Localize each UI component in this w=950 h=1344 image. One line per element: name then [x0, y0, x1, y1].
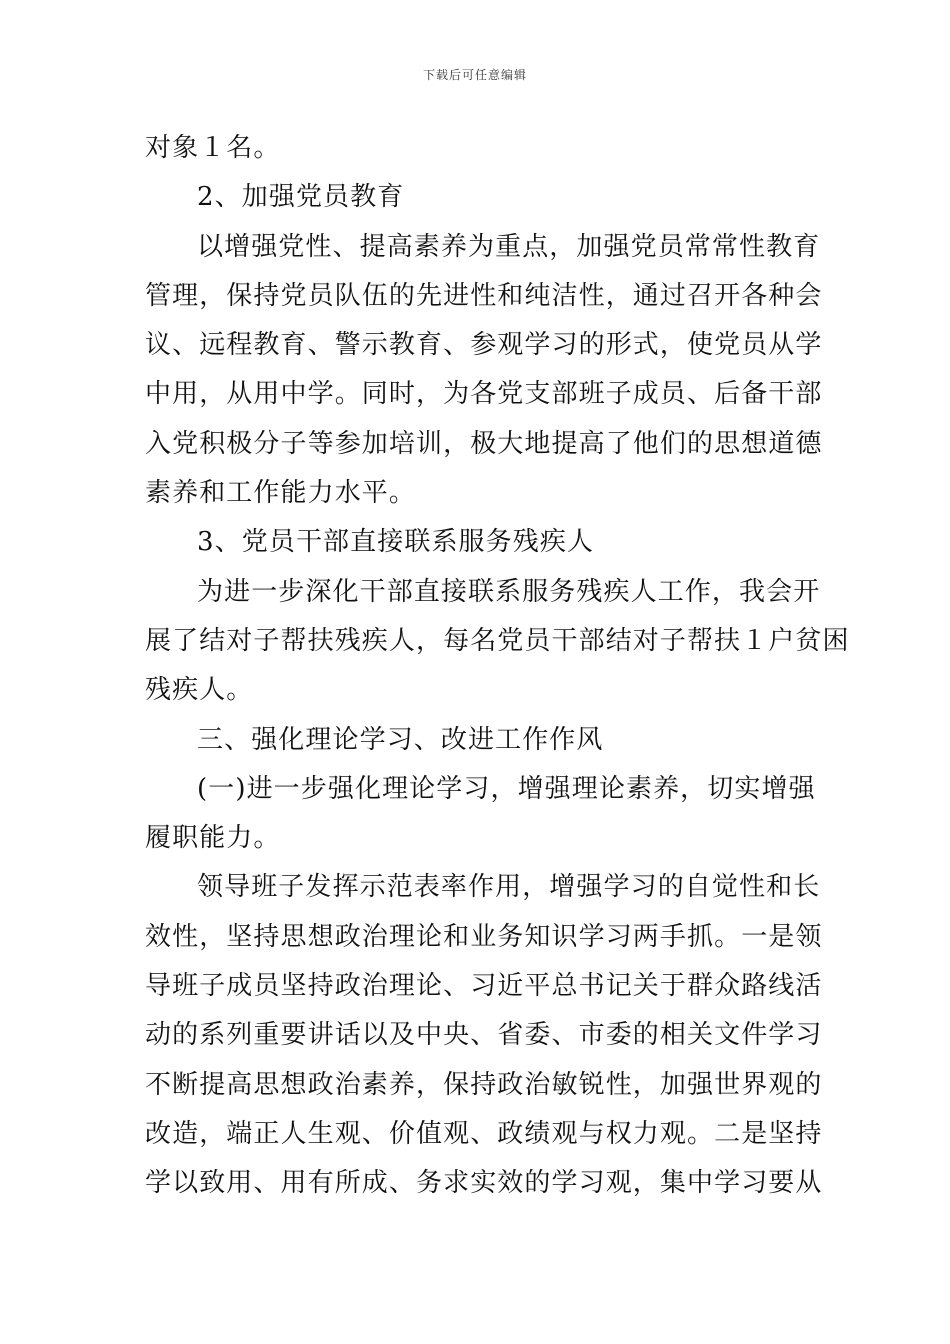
text-line: 效性，坚持思想政治理论和业务知识学习两手抓。一是领 — [145, 921, 823, 952]
text-line: 导班子成员坚持政治理论、习近平总书记关于群众路线活 — [145, 971, 823, 1002]
text-line: 为进一步深化干部直接联系服务残疾人工作，我会开 — [197, 576, 821, 607]
text-line: 不断提高思想政治素养，保持政治敏锐性，加强世界观的 — [145, 1069, 823, 1100]
text-line: 素养和工作能力水平。 — [145, 478, 417, 509]
text-line: 履职能力。 — [145, 823, 281, 854]
document-body — [145, 124, 850, 1209]
subsection-heading: (一)进一步强化理论学习，增强理论素养，切实增强 — [197, 773, 816, 804]
section-heading: 3、党员干部直接联系服务残疾人 — [197, 527, 595, 558]
text-line: 动的系列重要讲话以及中央、省委、市委的相关文件学习 — [145, 1020, 823, 1051]
text-line: 入党积极分子等参加培训，极大地提高了他们的思想道德 — [145, 428, 823, 459]
text-line: 中用，从用中学。同时，为各党支部班子成员、后备干部 — [145, 379, 823, 410]
section-heading: 三、强化理论学习、改进工作作风 — [197, 724, 604, 755]
text-line: 残疾人。 — [145, 675, 254, 706]
text-line: 展了结对子帮扶残疾人，每名党员干部结对子帮扶１户贫困 — [145, 625, 850, 656]
text-line: 对象１名。 — [145, 133, 281, 163]
text-line: 领导班子发挥示范表率作用，增强学习的自觉性和长 — [197, 872, 821, 903]
text-line: 学以致用、用有所成、务求实效的学习观，集中学习要从 — [145, 1168, 823, 1199]
text-line: 议、远程教育、警示教育、参观学习的形式，使党员从学 — [145, 330, 823, 361]
text-line: 改造，端正人生观、价值观、政绩观与权力观。二是坚持 — [145, 1118, 823, 1149]
header-note: 下载后可任意编辑 — [422, 68, 527, 82]
section-heading: 2、加强党员教育 — [197, 182, 405, 213]
text-line: 管理，保持党员队伍的先进性和纯洁性，通过召开各种会 — [145, 280, 823, 311]
text-line: 以增强党性、提高素养为重点，加强党员常常性教育 — [197, 231, 821, 262]
